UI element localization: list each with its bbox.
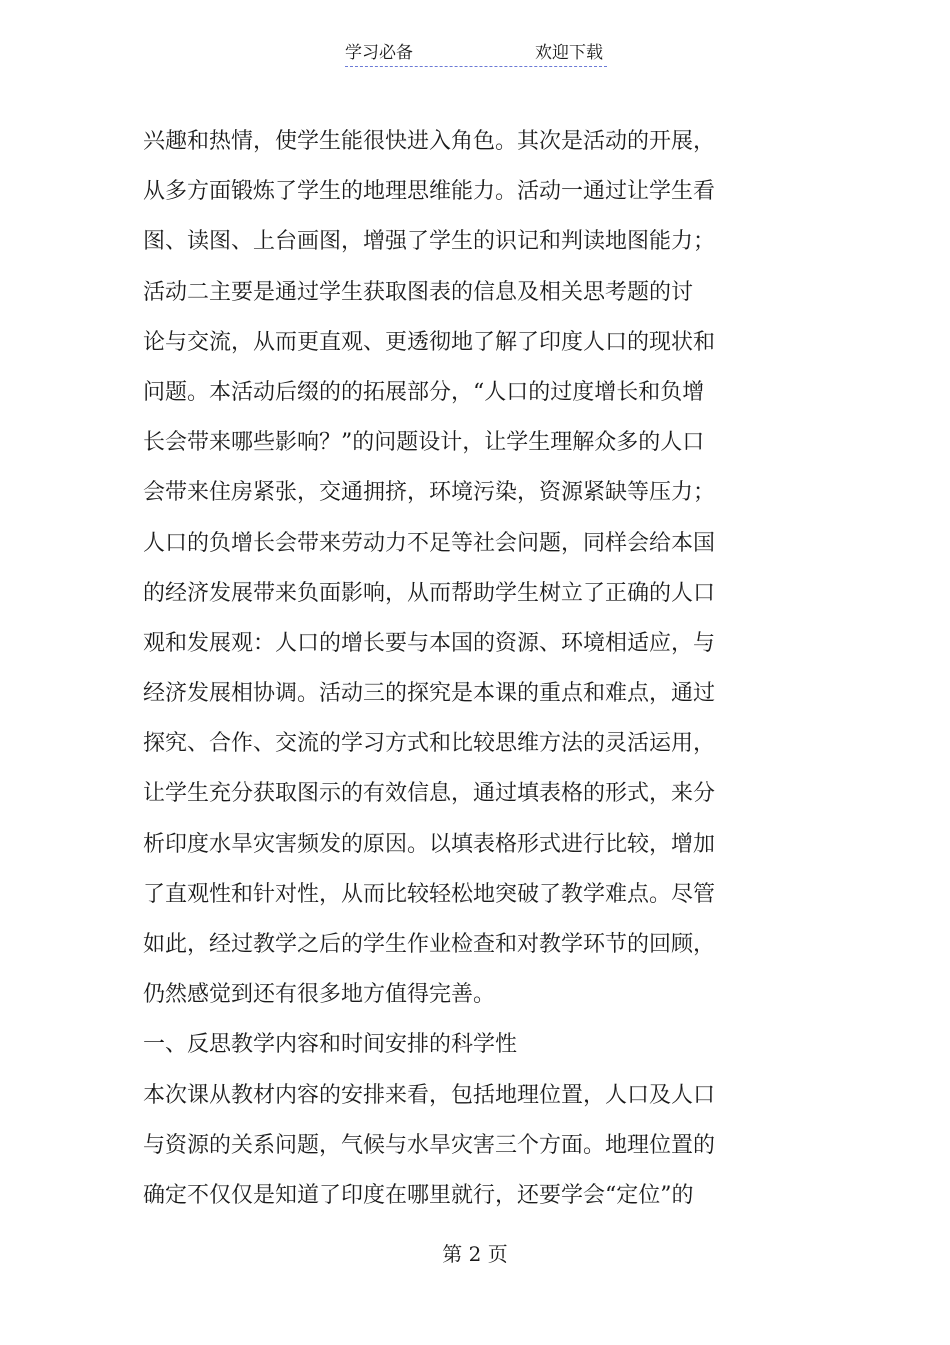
text-line: 如此，经过教学之后的学生作业检查和对教学环节的回顾， — [143, 932, 716, 957]
text-line: 论与交流，从而更直观、更透彻地了解了印度人口的现状和 — [143, 329, 716, 355]
text-line: 探究、合作、交流的学习方式和比较思维方法的灵活运用， — [143, 731, 716, 757]
text-line: 经济发展相协调。活动三的探究是本课的重点和难点，通过 — [143, 681, 716, 707]
text-line: 长会带来哪些影响？”的问题设计，让学生理解众多的人口 — [143, 430, 705, 456]
page-header — [345, 40, 607, 67]
text-line: 本次课从教材内容的安排来看，包括地理位置，人口及人口 — [143, 1082, 716, 1108]
text-line: 观和发展观：人口的增长要与本国的资源、环境相适应，与 — [143, 630, 716, 656]
section-heading: 一、反思教学内容和时间安排的科学性 — [143, 1032, 518, 1058]
text-line: 确定不仅仅是知道了印度在哪里就行，还要学会“定位”的 — [143, 1182, 694, 1208]
text-line: 活动二主要是通过学生获取图表的信息及相关思考题的讨 — [143, 279, 694, 305]
page-number: 第 2 页 — [442, 1242, 508, 1266]
text-line: 兴趣和热情，使学生能很快进入角色。其次是活动的开展， — [143, 129, 716, 154]
text-line: 析印度水旱灾害频发的原因。以填表格形式进行比较，增加 — [143, 831, 716, 857]
header-left-text: 学习必备 — [345, 43, 413, 63]
text-line: 人口的负增长会带来劳动力不足等社会问题，同样会给本国 — [143, 530, 716, 556]
text-line: 的经济发展带来负面影响，从而帮助学生树立了正确的人口 — [143, 580, 716, 606]
body-text — [143, 117, 743, 1221]
text-line: 问题。本活动后缀的的拓展部分，“人口的过度增长和负增 — [143, 379, 705, 405]
text-line: 图、读图、上台画图，增强了学生的识记和判读地图能力； — [143, 229, 716, 255]
text-line: 从多方面锻炼了学生的地理思维能力。活动一通过让学生看 — [143, 179, 716, 205]
text-line: 了直观性和针对性，从而比较轻松地突破了教学难点。尽管 — [143, 881, 716, 907]
header-right-text: 欢迎下载 — [535, 43, 603, 63]
text-line: 让学生充分获取图示的有效信息，通过填表格的形式，来分 — [143, 781, 716, 807]
text-line: 仍然感觉到还有很多地方值得完善。 — [143, 982, 496, 1008]
text-line: 与资源的关系问题，气候与水旱灾害三个方面。地理位置的 — [143, 1132, 716, 1158]
text-line: 会带来住房紧张，交通拥挤，环境污染，资源紧缺等压力； — [143, 480, 716, 506]
